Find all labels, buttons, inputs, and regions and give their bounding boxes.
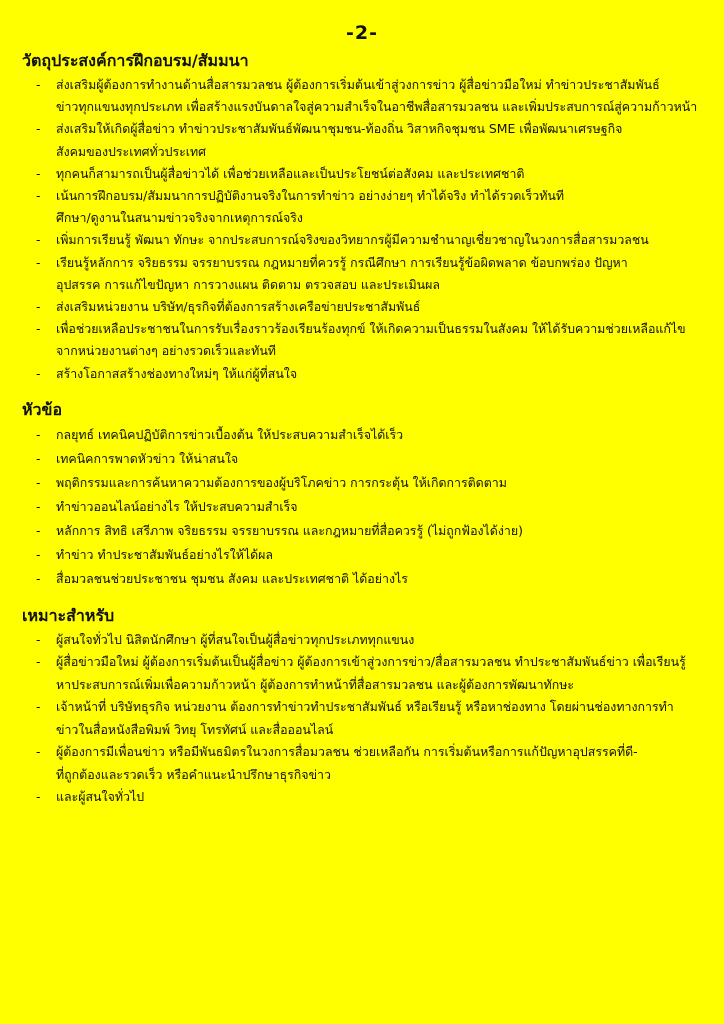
list-item-text: เรียนรู้หลักการ จริยธรรม จรรยาบรรณ กฎหมายที่ควรรู้ กรณีศึกษา การเรียนรู้ข้อผิดพลาด ข้อบกพร่อง ปัญหา [56,254,628,270]
list-item-text: หลักการ สิทธิ เสรีภาพ จริยธรรม จรรยาบรรณ และกฎหมายที่สื่อควรรู้ (ไม่ถูกฟ้องได้ง่าย) [56,522,523,538]
list-item-text: อุปสรรค การแก้ไขปัญหา การวางแผน ติดตาม ตรวจสอบ และประเมินผล [56,276,441,292]
list-item-text: สร้างโอกาสสร้างช่องทางใหม่ๆ ให้แก่ผู้ที่สนใจ [56,365,298,381]
list-item-text: เพื่อช่วยเหลือประชาชนในการรับเรื่องราวร้องเรียนร้องทุกข์ ให้เกิดความเป็นธรรมในสังคม ให้ได้รับความช่วยเหลือแก้ไข [56,321,686,337]
list-item [22,543,702,567]
list-item [22,423,702,447]
dash-bullet-icon: - [36,474,41,490]
dash-bullet-icon: - [36,498,41,514]
dash-bullet-icon: - [36,744,41,760]
list-item-text: เพิ่มการเรียนรู้ พัฒนา ทักษะ จากประสบการณ์จริงของวิทยากรผู้มีความชำนาญเชี่ยวชาญในวงการสื่อสารมวลชน [56,232,649,248]
bullet-list [22,74,702,385]
list-item-text: ทำข่าว ทำประชาสัมพันธ์อย่างไรให้ได้ผล [56,546,273,562]
list-item-text: ทุกคนก็สามารถเป็นผู้สื่อข่าวได้ เพื่อช่วยเหลือและเป็นประโยชน์ต่อสังคม และประเทศชาติ [56,165,525,181]
list-item [22,74,702,118]
dash-bullet-icon: - [36,254,41,270]
dash-bullet-icon: - [36,654,41,670]
section-title: หัวข้อ [22,399,63,419]
list-item-text: เน้นการฝึกอบรม/สัมมนาการปฏิบัติงานจริงในการทำข่าว อย่างง่ายๆ ทำได้จริง ทำได้รวดเร็วทันที [56,188,565,204]
dash-bullet-icon: - [36,522,41,538]
list-item [22,252,702,296]
list-item-text: พฤติกรรมและการค้นหาความต้องการของผู้บริโภคข่าว การกระตุ้น ให้เกิดการติดตาม [56,474,507,490]
list-item-text: ทำข่าวออนไลน์อย่างไร ให้ประสบความสำเร็จ [56,498,298,514]
dash-bullet-icon: - [36,321,41,337]
list-item [22,519,702,543]
list-item-text: สื่อมวลชนช่วยประชาชน ชุมชน สังคม และประเทศชาติ ได้อย่างไร [56,570,408,586]
list-item [22,163,702,185]
list-item [22,318,702,362]
dash-bullet-icon: - [36,789,41,805]
dash-bullet-icon: - [36,299,41,315]
list-item-text: ผู้ต้องการมีเพื่อนข่าว หรือมีพันธมิตรในวงการสื่อมวลชน ช่วยเหลือกัน การเริ่มต้นหรือการแก้ปัญหาอุปสรรคที่ดี- [56,744,638,760]
section-spacer [22,385,702,399]
list-item [22,651,702,696]
list-item-text: ส่งเสริมหน่วยงาน บริษัท/ธุรกิจที่ต้องการสร้างเครือข่ายประชาสัมพันธ์ [56,299,421,315]
list-item-text: หาประสบการณ์เพิ่มเพื่อความก้าวหน้า ผู้ต้องการทำหน้าที่สื่อสารมวลชน และผู้ต้องการพัฒนาทักษะ [56,676,575,692]
list-item [22,296,702,318]
list-item-text: เจ้าหน้าที่ บริษัทธุรกิจ หน่วยงาน ต้องการทำข่าวทำประชาสัมพันธ์ หรือเรียนรู้ หรือหาช่องทาง โดยผ่านช่องทางการทำ [56,699,674,715]
dash-bullet-icon: - [36,570,41,586]
list-item-text: ส่งเสริมผู้ต้องการทำงานด้านสื่อสารมวลชน ผู้ต้องการเริ่มต้นเข้าสู่วงการข่าว ผู้สื่อข่าวมือใหม่ ทำข่าวประชาสัมพันธ์ [56,77,660,92]
list-item-text: ที่ถูกต้องและรวดเร็ว หรือคำแนะนำปรึกษาธุรกิจข่าว [56,766,331,782]
list-item-text: ข่าวในสื่อหนังสือพิมพ์ วิทยุ โทรทัศน์ และสื่อออนไลน์ [56,721,334,737]
list-item [22,363,702,385]
section-3 [22,605,702,809]
dash-bullet-icon: - [36,631,41,647]
section-1 [22,50,702,385]
list-item-text: ผู้สื่อข่าวมือใหม่ ผู้ต้องการเริ่มต้นเป็นผู้สื่อข่าว ผู้ต้องการเข้าสู่วงการข่าว/สื่อสารมวลชน ทำประชาสัมพันธ์ข่าว เพื่อเรียนรู้ [56,654,686,670]
list-item [22,629,702,652]
section-title: วัตถุประสงค์การฝึกอบรม/สัมมนา [22,51,249,70]
list-item [22,471,702,495]
list-item [22,567,702,591]
list-item [22,741,702,786]
list-item-text: และผู้สนใจทั่วไป [56,789,145,805]
list-item [22,229,702,251]
list-item-text: ศึกษา/ดูงานในสนามข่าวจริงจากเหตุการณ์จริง [56,210,303,226]
dash-bullet-icon: - [36,232,41,248]
dash-bullet-icon: - [36,188,41,204]
list-item-text: กลยุทธ์ เทคนิคปฏิบัติการข่าวเบื้องต้น ให้ประสบความสำเร็จได้เร็ว [56,426,404,442]
bullet-list [22,423,702,591]
list-item-text: ส่งเสริมให้เกิดผู้สื่อข่าว ทำข่าวประชาสัมพันธ์พัฒนาชุมชน-ท้องถิ่น วิสาหกิจชุมชน SME เพื่อพัฒนาเศรษฐกิจ [56,121,623,137]
list-item [22,118,702,162]
list-item [22,696,702,741]
list-item [22,185,702,229]
document-body [22,50,702,809]
dash-bullet-icon: - [36,450,41,466]
dash-bullet-icon: - [36,121,41,137]
dash-bullet-icon: - [36,77,41,92]
dash-bullet-icon: - [36,165,41,181]
list-item [22,786,702,809]
list-item-text: ข่าวทุกแขนงทุกประเภท เพื่อสร้างแรงบันดาลใจสู่ความสำเร็จในอาชีพสื่อสารมวลชน และเพิ่มประสบการณ์สู่ความก้าวหน้า [56,99,698,115]
list-item-text: สังคมของประเทศทั่วประเทศ [56,143,207,159]
list-item-text: เทคนิคการพาดหัวข่าว ให้น่าสนใจ [56,450,239,466]
list-item-text: จากหน่วยงานต่างๆ อย่างรวดเร็วและทันที [56,343,276,359]
dash-bullet-icon: - [36,546,41,562]
dash-bullet-icon: - [36,365,41,381]
list-item-text: ผู้สนใจทั่วไป นิสิตนักศึกษา ผู้ที่สนใจเป็นผู้สื่อข่าวทุกประเภททุกแขนง [56,631,415,647]
dash-bullet-icon: - [36,699,41,715]
dash-bullet-icon: - [36,426,41,442]
section-2 [22,399,702,591]
list-item [22,495,702,519]
section-spacer [22,591,702,605]
section-title: เหมาะสำหรับ [22,605,115,625]
bullet-list [22,629,702,809]
list-item [22,447,702,471]
page-number: -2- [346,22,378,44]
